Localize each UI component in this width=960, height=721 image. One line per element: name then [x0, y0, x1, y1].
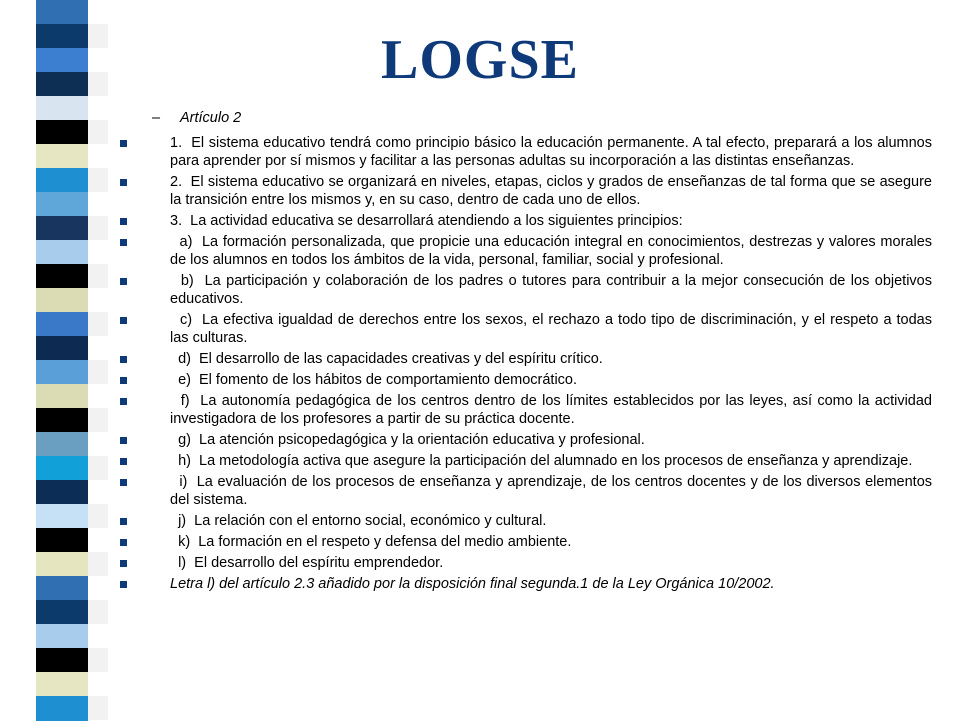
stripe-shadow-segment	[88, 600, 108, 624]
square-bullet-icon	[120, 458, 127, 465]
stripe-shadow-segment	[88, 168, 108, 192]
stripe-segment	[36, 528, 88, 553]
stripe-shadow-segment	[88, 552, 108, 576]
stripe-segment	[36, 240, 88, 265]
list-item	[112, 350, 932, 368]
list-item	[112, 452, 932, 470]
list-item	[112, 431, 932, 449]
stripe-segment	[36, 432, 88, 457]
square-bullet-icon	[120, 179, 127, 186]
stripe-segment	[36, 552, 88, 577]
stripe-segment	[36, 696, 88, 721]
list-item-text: 2. El sistema educativo se organizará en niveles, etapas, ciclos y grados de enseñanzas de tal forma que se asegure la transición entre los mismos y, en su caso, dentro de cada uno de ellos.	[170, 174, 937, 208]
stripe-segment	[36, 480, 88, 505]
list-item-text: g) La atención psicopedagógica y la orientación educativa y profesional.	[170, 432, 645, 448]
list-item	[112, 272, 937, 308]
stripe-segment	[36, 120, 88, 145]
list-item	[112, 173, 937, 209]
list-item-text: a) La formación personalizada, que propicie una educación integral en conocimientos, destrezas y valores morales de los alumnos en todos los ámbitos de la vida, personal, familiar, social y profesional.	[170, 234, 937, 268]
square-bullet-icon	[120, 278, 127, 285]
square-bullet-icon	[120, 377, 127, 384]
list-item	[112, 533, 932, 551]
stripe-segment	[36, 384, 88, 409]
list-item-text: e) El fomento de los hábitos de comportamiento democrático.	[170, 372, 578, 388]
list-item-text: 3. La actividad educativa se desarrollará atendiendo a los siguientes principios:	[170, 213, 683, 229]
stripe-segment	[36, 168, 88, 193]
list-item-text: i) La evaluación de los procesos de enseñanza y aprendizaje, de los centros docentes y de los diversos elementos del sistema.	[170, 474, 937, 508]
stripe-shadow-segment	[88, 504, 108, 528]
subheading-text: Artículo 2	[180, 110, 242, 126]
stripe-shadow	[88, 0, 108, 720]
list-item-text: d) El desarrollo de las capacidades creativas y del espíritu crítico.	[170, 351, 603, 367]
stripe-shadow-segment	[88, 216, 108, 240]
stripe-segment	[36, 672, 88, 697]
list-item-text: Letra l) del artículo 2.3 añadido por la disposición final segunda.1 de la Ley Orgánica 10/2002.	[170, 576, 775, 592]
stripe-segment	[36, 648, 88, 673]
subheading-dash: –	[152, 110, 161, 126]
list-item-text: j) La relación con el entorno social, económico y cultural.	[170, 513, 547, 529]
stripe-shadow-segment	[88, 360, 108, 384]
stripe-shadow-segment	[88, 120, 108, 144]
square-bullet-icon	[120, 560, 127, 567]
list-item	[112, 311, 937, 347]
stripe-segment	[36, 264, 88, 289]
list-item-text: c) La efectiva igualdad de derechos entre los sexos, el rechazo a todo tipo de discriminación, y el respeto a todas las culturas.	[170, 312, 937, 346]
list-item	[112, 392, 937, 428]
slide-title: LOGSE	[381, 29, 579, 91]
square-bullet-icon	[120, 239, 127, 246]
stripe-segment	[36, 0, 88, 25]
square-bullet-icon	[120, 581, 127, 588]
stripe-segment	[36, 336, 88, 361]
bullet-list	[112, 134, 937, 596]
square-bullet-icon	[120, 317, 127, 324]
stripe-segment	[36, 360, 88, 385]
list-item	[112, 134, 937, 170]
list-item	[112, 512, 932, 530]
square-bullet-icon	[120, 518, 127, 525]
list-item	[112, 554, 932, 572]
stripe-shadow-segment	[88, 408, 108, 432]
square-bullet-icon	[120, 218, 127, 225]
stripe-segment	[36, 576, 88, 601]
list-item	[112, 575, 932, 593]
stripe-segment	[36, 96, 88, 121]
list-item	[112, 233, 937, 269]
decorative-color-stripe	[36, 0, 88, 720]
stripe-shadow-segment	[88, 648, 108, 672]
stripe-shadow-segment	[88, 264, 108, 288]
stripe-segment	[36, 624, 88, 649]
stripe-segment	[36, 408, 88, 433]
stripe-segment	[36, 312, 88, 337]
subheading	[152, 110, 241, 126]
stripe-segment	[36, 144, 88, 169]
list-item-text: l) El desarrollo del espíritu emprendedor.	[170, 555, 444, 571]
square-bullet-icon	[120, 356, 127, 363]
square-bullet-icon	[120, 140, 127, 147]
list-item-text: h) La metodología activa que asegure la participación del alumnado en los procesos de enseñanza y aprendizaje.	[170, 453, 913, 469]
square-bullet-icon	[120, 479, 127, 486]
stripe-segment	[36, 600, 88, 625]
square-bullet-icon	[120, 398, 127, 405]
list-item	[112, 473, 937, 509]
square-bullet-icon	[120, 539, 127, 546]
square-bullet-icon	[120, 437, 127, 444]
stripe-segment	[36, 456, 88, 481]
stripe-shadow-segment	[88, 696, 108, 720]
stripe-segment	[36, 504, 88, 529]
list-item-text: b) La participación y colaboración de los padres o tutores para contribuir a la mejor consecución de los objetivos educativos.	[170, 273, 937, 307]
list-item-text: k) La formación en el respeto y defensa del medio ambiente.	[170, 534, 572, 550]
stripe-segment	[36, 192, 88, 217]
stripe-shadow-segment	[88, 312, 108, 336]
list-item	[112, 212, 932, 230]
stripe-shadow-segment	[88, 456, 108, 480]
list-item	[112, 371, 932, 389]
list-item-text: 1. El sistema educativo tendrá como principio básico la educación permanente. A tal efecto, preparará a los alumnos para aprender por sí mismos y facilitar a las personas adultas su incorporación a las distintas enseñanzas.	[170, 135, 937, 169]
stripe-segment	[36, 216, 88, 241]
list-item-text: f) La autonomía pedagógica de los centros dentro de los límites establecidos por las leyes, así como la actividad investigadora de los profesores a partir de su práctica docente.	[170, 393, 937, 427]
stripe-segment	[36, 288, 88, 313]
